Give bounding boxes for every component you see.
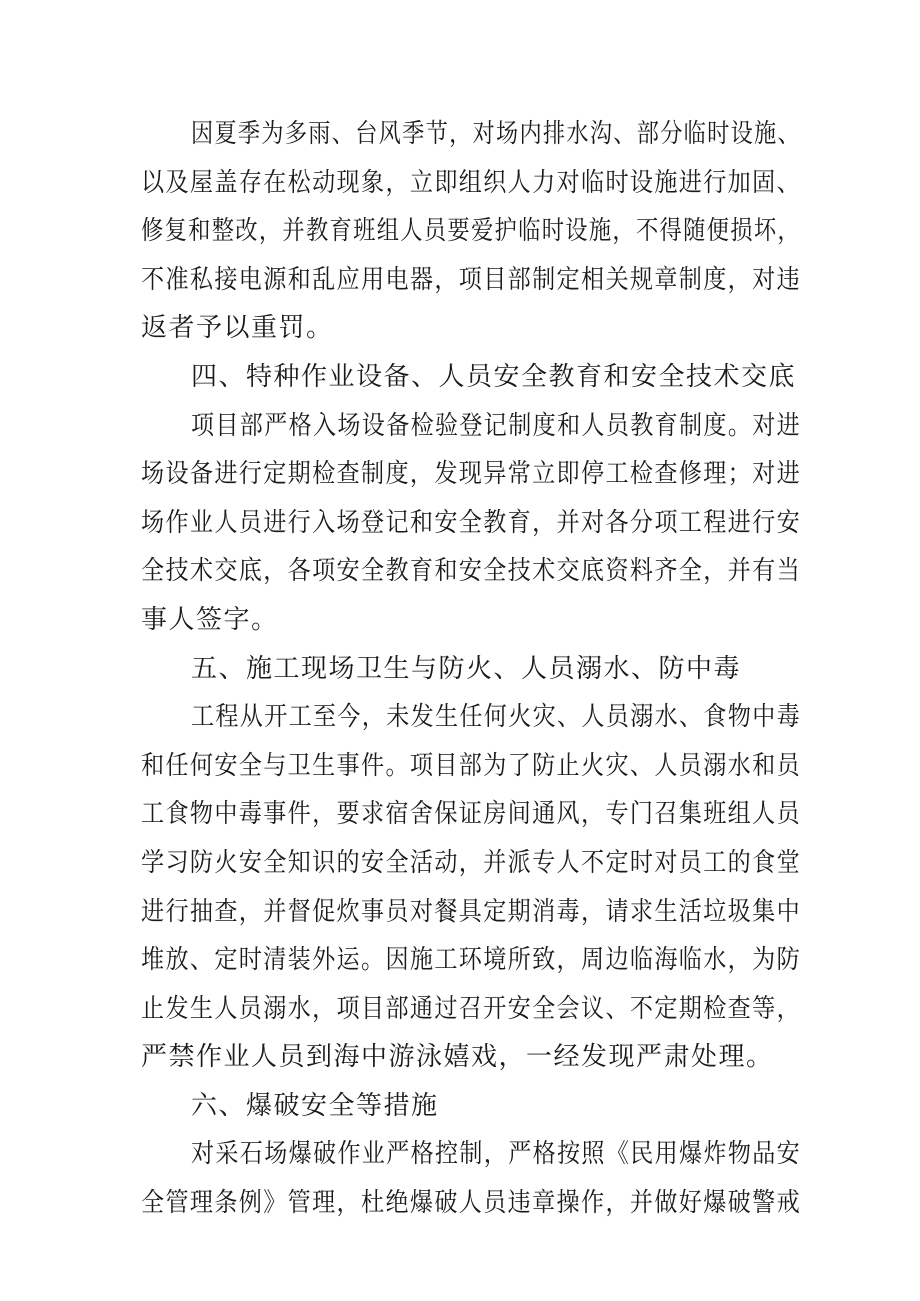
text-line: 和任何安全与卫生事件。项目部为了防止火灾、人员溺水和员 [141,750,802,781]
text-line: 事人签字。 [141,604,279,635]
section-heading: 六、爆破安全等措施 [191,1090,439,1121]
text-line: 场设备进行定期检查制度，发现异常立即停工检查修理；对进 [141,459,802,490]
text-line: 对采石场爆破作业严格控制，严格按照《民用爆炸物品安 [191,1139,802,1170]
text-line: 全管理条例》管理，杜绝爆破人员违章操作，并做好爆破警戒 [141,1188,802,1219]
text-line: 因夏季为多雨、台风季节，对场内排水沟、部分临时设施、 [191,119,801,149]
text-line: 堆放、定时清装外运。因施工环境所致，周边临海临水，为防 [141,945,802,976]
text-line: 进行抽查，并督促炊事员对餐具定期消毒，请求生活垃圾集中 [141,896,802,927]
text-line: 修复和整改，并教育班组人员要爱护临时设施，不得随便损坏， [141,216,801,247]
text-line: 以及屋盖存在松动现象，立即组织人力对临时设施进行加固、 [141,167,802,198]
section-heading: 五、施工现场卫生与防火、人员溺水、防中毒 [191,653,742,684]
text-line: 返者予以重罚。 [141,313,334,344]
text-line: 止发生人员溺水，项目部通过召开安全会议、不定期检查等， [141,993,802,1024]
text-line: 严禁作业人员到海中游泳嬉戏，一经发现严肃处理。 [141,1042,774,1073]
section-heading: 四、特种作业设备、人员安全教育和安全技术交底 [191,361,797,392]
text-line: 项目部严格入场设备检验登记制度和人员教育制度。对进 [191,410,802,441]
text-line: 全技术交底，各项安全教育和安全技术交底资料齐全，并有当 [141,556,802,587]
text-line: 工程从开工至今，未发生任何火灾、人员溺水、食物中毒 [191,702,802,733]
document-body [141,110,801,1228]
text-line: 不准私接电源和乱应用电器，项目部制定相关规章制度，对违 [141,264,802,295]
text-line: 学习防火安全知识的安全活动，并派专人不定时对员工的食堂 [141,847,802,878]
text-line: 工食物中毒事件，要求宿舍保证房间通风，专门召集班组人员 [141,799,802,830]
text-line: 场作业人员进行入场登记和安全教育，并对各分项工程进行安 [141,507,802,538]
